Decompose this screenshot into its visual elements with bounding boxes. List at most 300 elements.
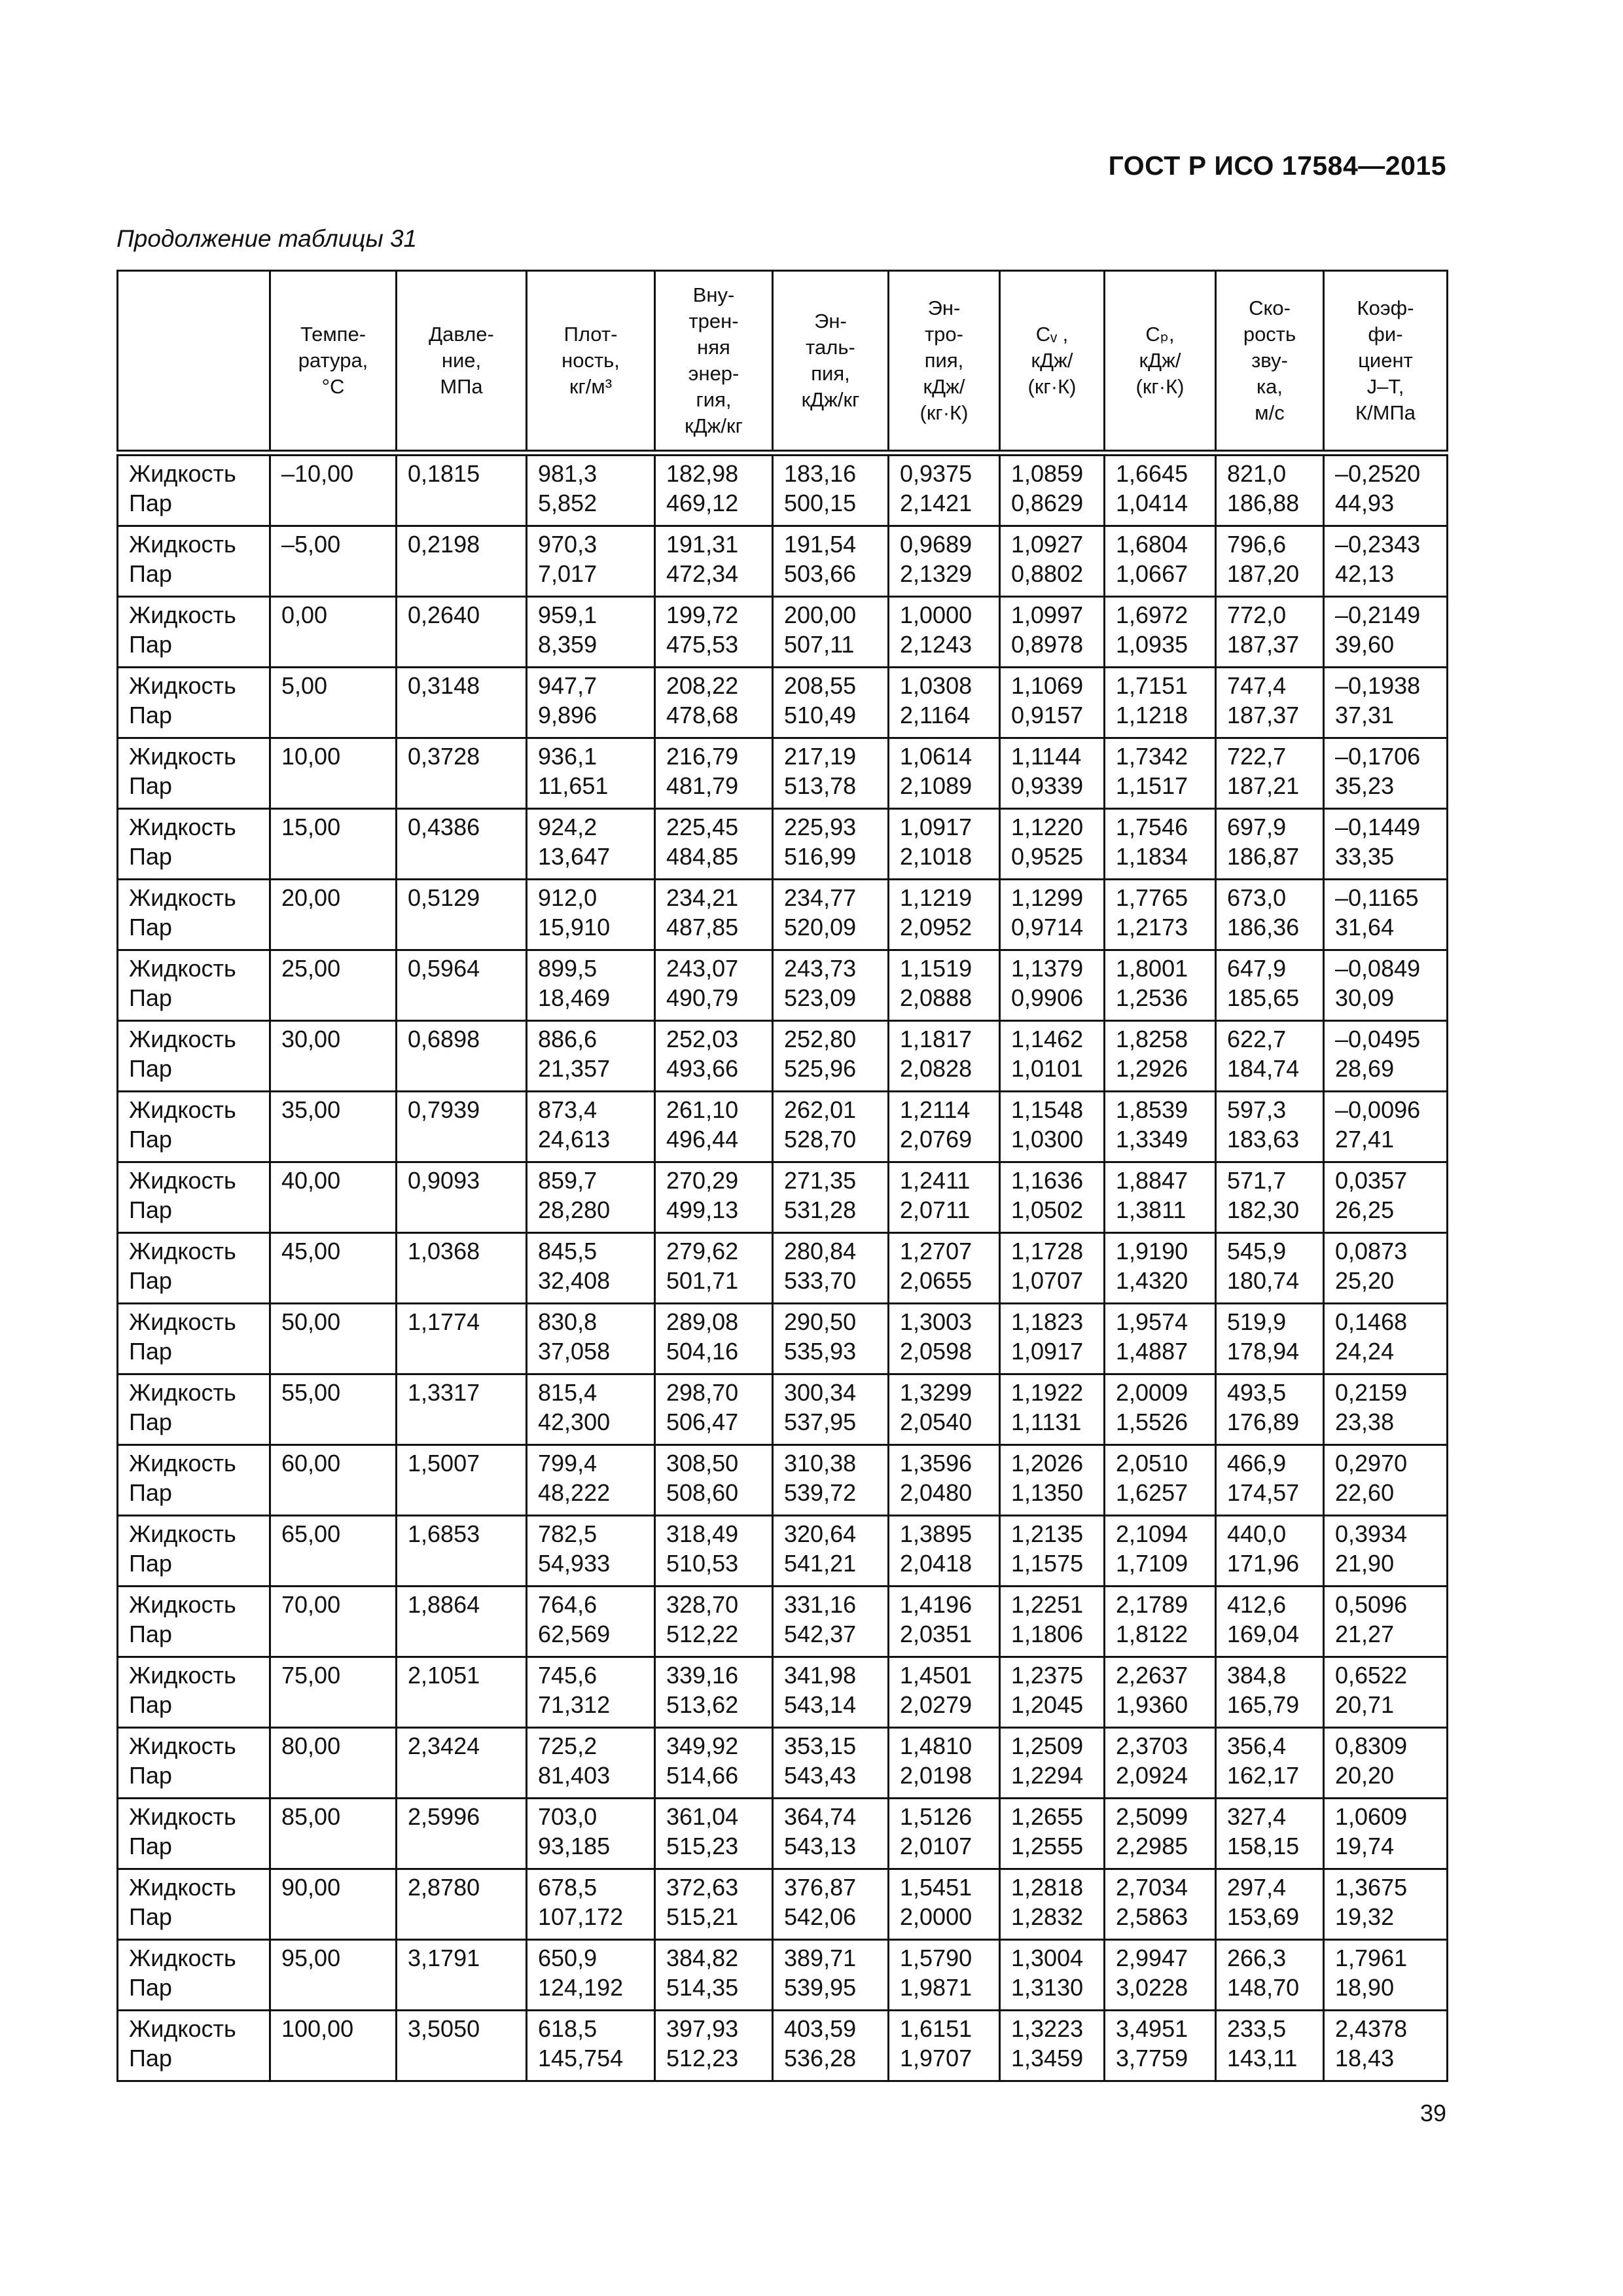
cv-value: 1,2135	[1011, 1520, 1084, 1547]
cv-cell	[1000, 880, 1105, 950]
enthalpy-cell	[773, 1657, 889, 1728]
internal-energy-cell	[655, 1728, 773, 1799]
phase-label: Жидкость	[129, 1238, 236, 1265]
entropy-cell	[889, 1516, 1000, 1587]
density-value: 618,5	[538, 2015, 597, 2042]
cv-value: 1,1350	[1011, 1479, 1084, 1506]
temperature-cell	[270, 1869, 397, 1940]
internal-energy-value: 384,82	[666, 1945, 739, 1971]
sound-speed-cell	[1216, 526, 1324, 597]
density-cell	[527, 1233, 655, 1304]
internal-energy-cell	[655, 950, 773, 1021]
table-row	[118, 1516, 1448, 1587]
pressure-value: 0,4386	[408, 814, 480, 840]
sound-speed-value: 171,96	[1227, 1550, 1300, 1577]
table-row	[118, 1728, 1448, 1799]
cp-value: 1,8847	[1116, 1167, 1188, 1194]
internal-energy-value: 501,71	[666, 1267, 739, 1294]
enthalpy-value: 533,70	[784, 1267, 857, 1294]
temperature-value: 65,00	[281, 1520, 341, 1547]
cv-value: 1,1728	[1011, 1238, 1084, 1265]
density-value: 28,280	[538, 1196, 611, 1223]
temperature-value: 90,00	[281, 1874, 341, 1901]
temperature-value: 0,00	[281, 601, 328, 628]
jt-coefficient-value: 1,3675	[1335, 1874, 1408, 1901]
table-row	[118, 2011, 1448, 2081]
phase-cell	[118, 1799, 270, 1869]
cv-cell	[1000, 1233, 1105, 1304]
phase-label: Пар	[129, 984, 172, 1011]
cp-value: 1,7109	[1116, 1550, 1188, 1577]
density-cell	[527, 597, 655, 668]
internal-energy-value: 243,07	[666, 955, 739, 982]
sound-speed-value: 187,37	[1227, 631, 1300, 658]
temperature-value: 45,00	[281, 1238, 341, 1265]
density-value: 37,058	[538, 1338, 611, 1365]
entropy-cell	[889, 1587, 1000, 1657]
density-value: 678,5	[538, 1874, 597, 1901]
sound-speed-value: 384,8	[1227, 1662, 1287, 1689]
density-cell	[527, 1728, 655, 1799]
jt-coefficient-value: –0,1706	[1335, 743, 1421, 770]
cv-value: 1,1575	[1011, 1550, 1084, 1577]
density-cell	[527, 1516, 655, 1587]
entropy-value: 2,1089	[900, 772, 972, 799]
temperature-value: 25,00	[281, 955, 341, 982]
cv-value: 1,1823	[1011, 1308, 1084, 1335]
enthalpy-value: 516,99	[784, 843, 857, 870]
sound-speed-cell	[1216, 597, 1324, 668]
pressure-value: 0,9093	[408, 1167, 480, 1194]
jt-coefficient-value: –0,2520	[1335, 460, 1421, 487]
entropy-value: 1,2114	[900, 1096, 971, 1123]
phase-label: Жидкость	[129, 814, 236, 840]
sound-speed-value: 493,5	[1227, 1379, 1287, 1406]
internal-energy-value: 339,16	[666, 1662, 739, 1689]
sound-speed-value: 162,17	[1227, 1762, 1300, 1789]
sound-speed-cell	[1216, 880, 1324, 950]
internal-energy-cell	[655, 1445, 773, 1516]
internal-energy-cell	[655, 1657, 773, 1728]
jt-coefficient-value: –0,0096	[1335, 1096, 1421, 1123]
density-value: 81,403	[538, 1762, 611, 1789]
entropy-value: 2,0107	[900, 1833, 972, 1859]
pressure-cell	[397, 1304, 527, 1374]
jt-coefficient-cell	[1324, 738, 1448, 809]
enthalpy-value: 537,95	[784, 1408, 857, 1435]
pressure-cell	[397, 950, 527, 1021]
cv-value: 1,0101	[1011, 1055, 1084, 1082]
entropy-value: 1,0000	[900, 601, 972, 628]
internal-energy-value: 372,63	[666, 1874, 739, 1901]
cv-value: 1,0859	[1011, 460, 1084, 487]
pressure-value: 2,8780	[408, 1874, 480, 1901]
internal-energy-value: 481,79	[666, 772, 739, 799]
header-label-line: тро-	[924, 323, 963, 346]
density-value: 145,754	[538, 2045, 624, 2072]
entropy-cell	[889, 1869, 1000, 1940]
density-value: 970,3	[538, 531, 597, 558]
entropy-value: 2,1421	[900, 490, 972, 516]
sound-speed-cell	[1216, 1728, 1324, 1799]
enthalpy-value: 520,09	[784, 914, 857, 941]
jt-coefficient-value: 25,20	[1335, 1267, 1395, 1294]
internal-energy-value: 349,92	[666, 1732, 739, 1759]
jt-coefficient-cell	[1324, 880, 1448, 950]
pressure-cell	[397, 2011, 527, 2081]
enthalpy-value: 252,80	[784, 1026, 857, 1052]
phase-label: Жидкость	[129, 1803, 236, 1830]
cv-cell	[1000, 1516, 1105, 1587]
cp-cell	[1105, 1304, 1216, 1374]
cp-value: 1,0414	[1116, 490, 1188, 516]
cp-value: 1,0935	[1116, 631, 1188, 658]
phase-label: Жидкость	[129, 531, 236, 558]
header-label-line: трен-	[688, 310, 739, 332]
density-value: 830,8	[538, 1308, 597, 1335]
enthalpy-value: 320,64	[784, 1520, 857, 1547]
thermodynamic-properties-table	[116, 270, 1448, 2082]
density-value: 15,910	[538, 914, 611, 941]
pressure-value: 1,3317	[408, 1379, 480, 1406]
cp-cell	[1105, 1657, 1216, 1728]
table-row	[118, 738, 1448, 809]
entropy-value: 1,2707	[900, 1238, 972, 1265]
table-row	[118, 453, 1448, 526]
table-row	[118, 1162, 1448, 1233]
pressure-value: 3,1791	[408, 1945, 480, 1971]
entropy-value: 2,0198	[900, 1762, 972, 1789]
internal-energy-value: 252,03	[666, 1026, 739, 1052]
sound-speed-value: 673,0	[1227, 884, 1287, 911]
density-cell	[527, 1799, 655, 1869]
internal-energy-cell	[655, 453, 773, 526]
temperature-value: 80,00	[281, 1732, 341, 1759]
cv-cell	[1000, 1162, 1105, 1233]
cp-cell	[1105, 1869, 1216, 1940]
sound-speed-value: 821,0	[1227, 460, 1287, 487]
sound-speed-cell	[1216, 1445, 1324, 1516]
header-density	[527, 271, 655, 454]
enthalpy-cell	[773, 2011, 889, 2081]
cv-value: 0,9906	[1011, 984, 1084, 1011]
cv-value: 1,1131	[1011, 1408, 1082, 1435]
header-label-line: кДж/кг	[685, 414, 743, 437]
phase-label: Пар	[129, 1903, 172, 1930]
jt-coefficient-cell	[1324, 668, 1448, 738]
density-value: 873,4	[538, 1096, 597, 1123]
cp-cell	[1105, 453, 1216, 526]
sound-speed-value: 186,88	[1227, 490, 1300, 516]
sound-speed-value: 169,04	[1227, 1621, 1300, 1647]
internal-energy-value: 318,49	[666, 1520, 739, 1547]
density-cell	[527, 738, 655, 809]
temperature-cell	[270, 1445, 397, 1516]
sound-speed-value: 187,21	[1227, 772, 1300, 799]
sound-speed-value: 356,4	[1227, 1732, 1287, 1759]
entropy-value: 2,1164	[900, 702, 971, 728]
entropy-value: 2,0351	[900, 1621, 972, 1647]
phase-cell	[118, 1516, 270, 1587]
header-label-line: (кг·К)	[1027, 375, 1077, 398]
sound-speed-cell	[1216, 1516, 1324, 1587]
table-row	[118, 809, 1448, 880]
phase-cell	[118, 1233, 270, 1304]
header-label-line: ка,	[1256, 375, 1283, 398]
cp-cell	[1105, 2011, 1216, 2081]
entropy-cell	[889, 2011, 1000, 2081]
internal-energy-value: 270,29	[666, 1167, 739, 1194]
enthalpy-cell	[773, 880, 889, 950]
jt-coefficient-value: 26,25	[1335, 1196, 1395, 1223]
temperature-cell	[270, 1233, 397, 1304]
temperature-cell	[270, 597, 397, 668]
phase-cell	[118, 809, 270, 880]
jt-coefficient-value: 21,27	[1335, 1621, 1395, 1647]
cv-cell	[1000, 738, 1105, 809]
entropy-value: 2,0711	[900, 1196, 971, 1223]
cv-cell	[1000, 1021, 1105, 1092]
cp-value: 1,2173	[1116, 914, 1188, 941]
jt-coefficient-value: 33,35	[1335, 843, 1395, 870]
internal-energy-cell	[655, 1374, 773, 1445]
cv-cell	[1000, 1657, 1105, 1728]
enthalpy-value: 403,59	[784, 2015, 857, 2042]
density-cell	[527, 1162, 655, 1233]
enthalpy-value: 208,55	[784, 672, 857, 699]
entropy-value: 1,3596	[900, 1450, 972, 1477]
cp-value: 1,5526	[1116, 1408, 1188, 1435]
cp-value: 2,1789	[1116, 1591, 1188, 1618]
sound-speed-cell	[1216, 809, 1324, 880]
temperature-cell	[270, 1304, 397, 1374]
enthalpy-cell	[773, 1516, 889, 1587]
temperature-cell	[270, 738, 397, 809]
sound-speed-value: 187,37	[1227, 702, 1300, 728]
cv-value: 1,1922	[1011, 1379, 1084, 1406]
internal-energy-value: 208,22	[666, 672, 739, 699]
header-sound-speed	[1216, 271, 1324, 454]
phase-cell	[118, 950, 270, 1021]
internal-energy-value: 484,85	[666, 843, 739, 870]
entropy-cell	[889, 1374, 1000, 1445]
internal-energy-value: 469,12	[666, 490, 739, 516]
density-value: 32,408	[538, 1267, 611, 1294]
pressure-cell	[397, 1092, 527, 1162]
header-cv	[1000, 271, 1105, 454]
enthalpy-cell	[773, 809, 889, 880]
jt-coefficient-value: 42,13	[1335, 560, 1395, 587]
cp-value: 3,7759	[1116, 2045, 1188, 2072]
internal-energy-cell	[655, 526, 773, 597]
density-value: 981,3	[538, 460, 597, 487]
header-enthalpy	[773, 271, 889, 454]
internal-energy-value: 328,70	[666, 1591, 739, 1618]
pressure-cell	[397, 1021, 527, 1092]
internal-energy-value: 510,53	[666, 1550, 739, 1577]
entropy-value: 1,3895	[900, 1520, 972, 1547]
entropy-value: 1,0917	[900, 814, 972, 840]
phase-cell	[118, 1021, 270, 1092]
pressure-cell	[397, 1728, 527, 1799]
enthalpy-value: 528,70	[784, 1126, 857, 1153]
internal-energy-value: 191,31	[666, 531, 739, 558]
phase-label: Жидкость	[129, 1026, 236, 1052]
phase-label: Жидкость	[129, 1520, 236, 1547]
header-label-line: J–T,	[1366, 375, 1404, 398]
temperature-cell	[270, 1940, 397, 2011]
header-label-line: м/с	[1255, 401, 1285, 424]
enthalpy-value: 543,14	[784, 1691, 857, 1718]
internal-energy-value: 361,04	[666, 1803, 739, 1830]
internal-energy-cell	[655, 1092, 773, 1162]
temperature-value: –10,00	[281, 460, 354, 487]
enthalpy-value: 183,16	[784, 460, 857, 487]
table-row	[118, 1374, 1448, 1445]
jt-coefficient-cell	[1324, 1516, 1448, 1587]
sound-speed-value: 647,9	[1227, 955, 1287, 982]
density-value: 9,896	[538, 702, 597, 728]
internal-energy-cell	[655, 597, 773, 668]
enthalpy-cell	[773, 738, 889, 809]
phase-label: Жидкость	[129, 1308, 236, 1335]
internal-energy-value: 514,66	[666, 1762, 739, 1789]
internal-energy-value: 182,98	[666, 460, 739, 487]
cp-value: 1,2926	[1116, 1055, 1188, 1082]
jt-coefficient-value: 0,0873	[1335, 1238, 1408, 1265]
enthalpy-value: 300,34	[784, 1379, 857, 1406]
jt-coefficient-cell	[1324, 1233, 1448, 1304]
table-row	[118, 1587, 1448, 1657]
internal-energy-cell	[655, 2011, 773, 2081]
enthalpy-cell	[773, 1162, 889, 1233]
enthalpy-value: 542,06	[784, 1903, 857, 1930]
temperature-value: 5,00	[281, 672, 328, 699]
table-row	[118, 1304, 1448, 1374]
cp-value: 1,7765	[1116, 884, 1188, 911]
internal-energy-value: 493,66	[666, 1055, 739, 1082]
entropy-value: 1,6151	[900, 2015, 972, 2042]
cp-value: 1,1218	[1116, 702, 1188, 728]
enthalpy-value: 280,84	[784, 1238, 857, 1265]
jt-coefficient-value: –0,2343	[1335, 531, 1421, 558]
enthalpy-cell	[773, 1233, 889, 1304]
jt-coefficient-value: 1,7961	[1335, 1945, 1408, 1971]
jt-coefficient-value: –0,1449	[1335, 814, 1421, 840]
density-value: 959,1	[538, 601, 597, 628]
temperature-cell	[270, 1516, 397, 1587]
jt-coefficient-value: –0,1938	[1335, 672, 1421, 699]
internal-energy-value: 308,50	[666, 1450, 739, 1477]
density-value: 42,300	[538, 1408, 611, 1435]
density-value: 650,9	[538, 1945, 597, 1971]
phase-cell	[118, 1657, 270, 1728]
cp-cell	[1105, 597, 1216, 668]
table-header-row	[118, 271, 1448, 454]
phase-label: Пар	[129, 1833, 172, 1859]
density-cell	[527, 453, 655, 526]
internal-energy-value: 512,23	[666, 2045, 739, 2072]
sound-speed-cell	[1216, 1869, 1324, 1940]
table-caption: Продолжение таблицы 31	[116, 225, 418, 252]
header-label-line: ность,	[562, 349, 620, 372]
temperature-cell	[270, 2011, 397, 2081]
phase-label: Пар	[129, 1621, 172, 1647]
enthalpy-value: 243,73	[784, 955, 857, 982]
density-cell	[527, 1092, 655, 1162]
cp-value: 1,6972	[1116, 601, 1188, 628]
enthalpy-cell	[773, 1374, 889, 1445]
sound-speed-value: 545,9	[1227, 1238, 1287, 1265]
cp-cell	[1105, 738, 1216, 809]
phase-cell	[118, 1092, 270, 1162]
entropy-value: 1,4196	[900, 1591, 972, 1618]
entropy-value: 2,0540	[900, 1408, 972, 1435]
phase-label: Жидкость	[129, 1662, 236, 1689]
temperature-value: 95,00	[281, 1945, 341, 1971]
enthalpy-value: 536,28	[784, 2045, 857, 2072]
temperature-value: 55,00	[281, 1379, 341, 1406]
density-value: 859,7	[538, 1167, 597, 1194]
entropy-cell	[889, 597, 1000, 668]
sound-speed-value: 266,3	[1227, 1945, 1287, 1971]
internal-energy-value: 504,16	[666, 1338, 739, 1365]
sound-speed-value: 440,0	[1227, 1520, 1287, 1547]
internal-energy-cell	[655, 1304, 773, 1374]
pressure-value: 0,3148	[408, 672, 480, 699]
density-cell	[527, 1445, 655, 1516]
density-cell	[527, 526, 655, 597]
internal-energy-cell	[655, 880, 773, 950]
phase-cell	[118, 1304, 270, 1374]
cp-value: 1,6257	[1116, 1479, 1188, 1506]
density-cell	[527, 1940, 655, 2011]
enthalpy-value: 500,15	[784, 490, 857, 516]
cp-value: 1,7546	[1116, 814, 1188, 840]
density-value: 11,651	[538, 772, 609, 799]
header-label-line: гия,	[696, 388, 732, 411]
phase-cell	[118, 1940, 270, 2011]
enthalpy-value: 353,15	[784, 1732, 857, 1759]
header-temperature	[270, 271, 397, 454]
cv-value: 1,3130	[1011, 1974, 1084, 2001]
internal-energy-cell	[655, 809, 773, 880]
enthalpy-value: 531,28	[784, 1196, 857, 1223]
header-jt-coefficient	[1324, 271, 1448, 454]
cv-value: 1,0997	[1011, 601, 1084, 628]
pressure-value: 0,2198	[408, 531, 480, 558]
density-cell	[527, 1587, 655, 1657]
pressure-cell	[397, 597, 527, 668]
internal-energy-value: 225,45	[666, 814, 739, 840]
cv-cell	[1000, 526, 1105, 597]
temperature-cell	[270, 1092, 397, 1162]
pressure-cell	[397, 809, 527, 880]
phase-label: Пар	[129, 1479, 172, 1506]
jt-coefficient-value: 19,32	[1335, 1903, 1395, 1930]
cp-value: 1,6645	[1116, 460, 1188, 487]
cp-cell	[1105, 1587, 1216, 1657]
pressure-cell	[397, 668, 527, 738]
enthalpy-cell	[773, 1869, 889, 1940]
phase-label: Пар	[129, 490, 172, 516]
phase-label: Пар	[129, 1408, 172, 1435]
entropy-value: 2,1243	[900, 631, 972, 658]
enthalpy-value: 376,87	[784, 1874, 857, 1901]
table-row	[118, 950, 1448, 1021]
header-label-line: пия,	[811, 362, 850, 385]
phase-label: Жидкость	[129, 672, 236, 699]
